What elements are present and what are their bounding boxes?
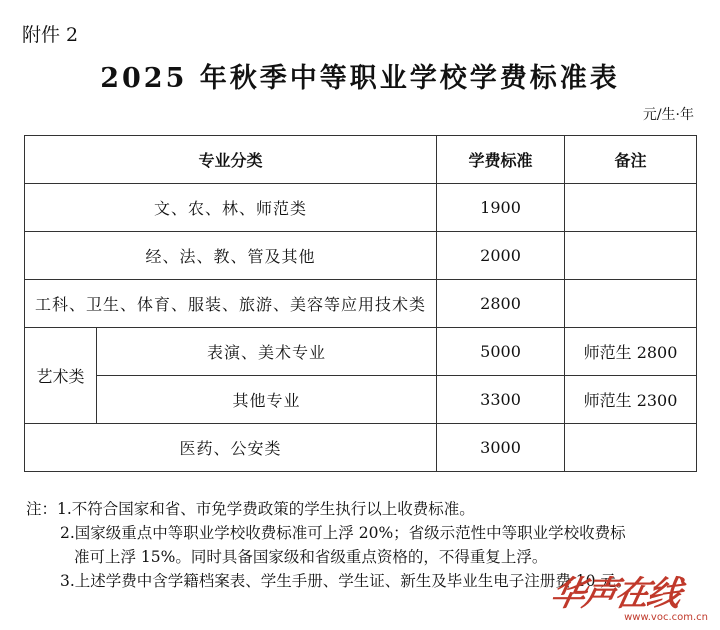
- page-title: 2025 年秋季中等职业学校学费标准表: [100, 63, 620, 94]
- category-cell: 表演、美术专业: [97, 328, 437, 376]
- note-cell: [565, 280, 697, 328]
- note-3: 3.上述学费中含学籍档案表、学生手册、学生证、新生及毕业生电子注册费 10 元。: [60, 572, 632, 590]
- fee-cell: 5000: [437, 328, 565, 376]
- watermark-logo: 华声在线: [547, 574, 684, 614]
- attachment-label: 附件 2: [22, 24, 79, 46]
- fee-cell: 3300: [437, 376, 565, 424]
- table-header-row: [25, 136, 697, 184]
- category-cell: 其他专业: [97, 376, 437, 424]
- header-category: 专业分类: [25, 136, 437, 184]
- table-row: [25, 328, 697, 376]
- fee-cell: 3000: [437, 424, 565, 472]
- header-note: 备注: [565, 136, 697, 184]
- category-cell: 医药、公安类: [25, 424, 437, 472]
- watermark-url: www.voc.com.cn: [624, 612, 708, 623]
- note-cell: 师范生 2300: [565, 376, 697, 424]
- category-cell: 文、农、林、师范类: [25, 184, 437, 232]
- note-1: 注：1.不符合国家和省、市免学费政策的学生执行以上收费标准。: [26, 500, 475, 518]
- fee-table: [24, 135, 697, 472]
- unit-label: 元/生·年: [642, 107, 694, 123]
- note-cell: [565, 424, 697, 472]
- table-row: [25, 184, 697, 232]
- fee-cell: 2800: [437, 280, 565, 328]
- note-cell: 师范生 2800: [565, 328, 697, 376]
- table-row: [25, 280, 697, 328]
- note-2-continued: 准可上浮 15%。同时具备国家级和省级重点资格的，不得重复上浮。: [74, 548, 548, 566]
- fee-cell: 2000: [437, 232, 565, 280]
- note-cell: [565, 232, 697, 280]
- group-cell: 艺术类: [25, 328, 97, 424]
- category-cell: 工科、卫生、体育、服装、旅游、美容等应用技术类: [25, 280, 437, 328]
- note-2: 2.国家级重点中等职业学校收费标准可上浮 20%；省级示范性中等职业学校收费标: [60, 524, 626, 542]
- table-row: [25, 232, 697, 280]
- category-cell: 经、法、教、管及其他: [25, 232, 437, 280]
- note-cell: [565, 184, 697, 232]
- fee-cell: 1900: [437, 184, 565, 232]
- table-row: [25, 376, 697, 424]
- table-row: [25, 424, 697, 472]
- header-fee: 学费标准: [437, 136, 565, 184]
